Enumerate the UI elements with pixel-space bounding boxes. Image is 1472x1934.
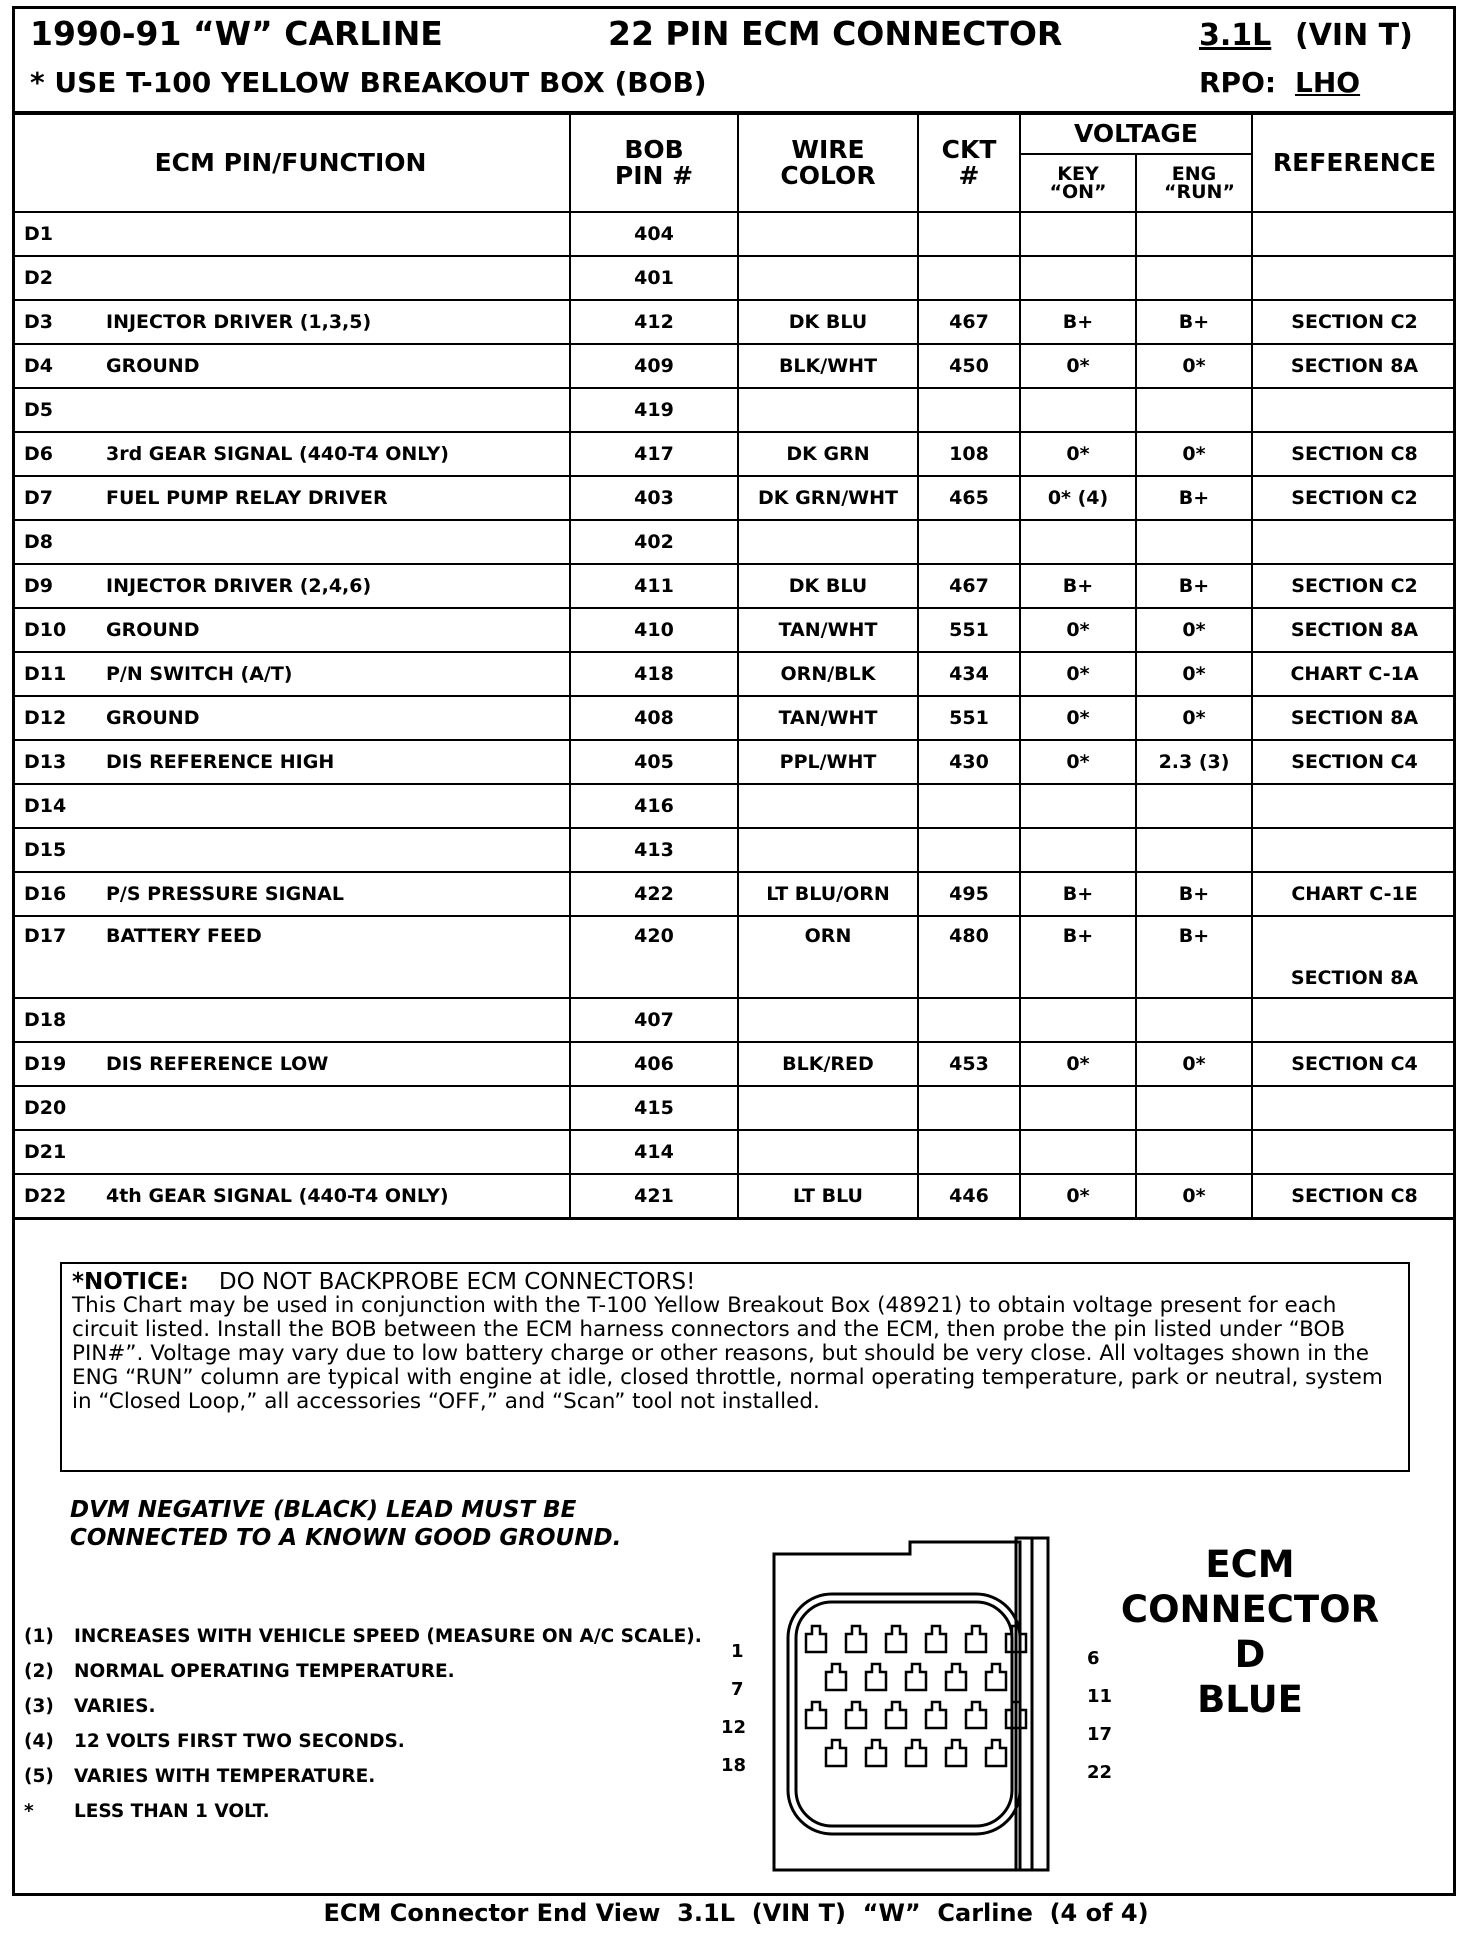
- cell-key-on: B+: [1020, 300, 1136, 344]
- cell-pin: D6: [24, 443, 53, 465]
- cell-key-on: [1020, 998, 1136, 1042]
- footnote-item: [24, 1661, 702, 1696]
- pin-label-6: 6: [1087, 1648, 1100, 1669]
- cell-eng-run: [1136, 784, 1252, 828]
- cell-wire-color: ORN: [738, 916, 918, 998]
- cell-pin: D3: [24, 311, 53, 333]
- cell-function: [12, 1086, 570, 1130]
- cell-reference: [1252, 520, 1456, 564]
- cell-pin: D1: [24, 223, 53, 245]
- cell-ckt: 430: [918, 740, 1020, 784]
- cell-eng-run: 0*: [1136, 344, 1252, 388]
- cell-key-on: B+: [1020, 872, 1136, 916]
- cell-key-on: [1020, 1086, 1136, 1130]
- cell-bob-pin: 418: [570, 652, 738, 696]
- cell-wire-color: [738, 256, 918, 300]
- cell-eng-run: 0*: [1136, 652, 1252, 696]
- cell-pin: D18: [24, 1009, 67, 1031]
- footnote-item: [24, 1626, 702, 1661]
- pin-label-1: 1: [731, 1641, 744, 1662]
- cell-eng-run: [1136, 998, 1252, 1042]
- cell-function: [12, 256, 570, 300]
- table-row: [12, 784, 1456, 828]
- cell-wire-color: LT BLU: [738, 1174, 918, 1219]
- footnote-key: (4): [24, 1731, 54, 1752]
- pin-label-12: 12: [721, 1717, 747, 1738]
- footnote-key: (3): [24, 1696, 54, 1717]
- cell-bob-pin: 419: [570, 388, 738, 432]
- cell-key-on: 0*: [1020, 696, 1136, 740]
- page-footer: ECM Connector End View 3.1L (VIN T) “W” Carline (4 of 4): [323, 1899, 1149, 1927]
- cell-key-on: 0* (4): [1020, 476, 1136, 520]
- cell-wire-color: DK GRN: [738, 432, 918, 476]
- cell-bob-pin: 408: [570, 696, 738, 740]
- cell-eng-run: [1136, 212, 1252, 256]
- cell-function-text: 3rd GEAR SIGNAL (440-T4 ONLY): [106, 443, 449, 465]
- table-row: [12, 256, 1456, 300]
- cell-function: [12, 476, 570, 520]
- cell-eng-run: B+: [1136, 564, 1252, 608]
- cell-eng-run: 0*: [1136, 432, 1252, 476]
- cell-function: [12, 388, 570, 432]
- pin-cavity: [826, 1740, 846, 1766]
- cell-function: [12, 652, 570, 696]
- table-row: [12, 432, 1456, 476]
- footnote-key: (2): [24, 1661, 54, 1682]
- cell-pin: D17: [24, 925, 67, 947]
- cell-bob-pin: 417: [570, 432, 738, 476]
- table-row: [12, 520, 1456, 564]
- cell-ckt: 480: [918, 916, 1020, 998]
- pin-cavity: [986, 1664, 1006, 1690]
- cell-eng-run: 0*: [1136, 696, 1252, 740]
- cell-ckt: 467: [918, 564, 1020, 608]
- pin-label-11: 11: [1087, 1686, 1113, 1707]
- connector-diagram: [760, 1530, 1080, 1880]
- cell-ckt: 551: [918, 608, 1020, 652]
- cell-pin: D21: [24, 1141, 67, 1163]
- cell-pin: D13: [24, 751, 67, 773]
- cell-ckt: 108: [918, 432, 1020, 476]
- table-row: [12, 300, 1456, 344]
- cell-key-on: [1020, 256, 1136, 300]
- cell-function-text: GROUND: [106, 619, 200, 641]
- cell-bob-pin: 413: [570, 828, 738, 872]
- pin-label-17: 17: [1087, 1724, 1113, 1745]
- footnote-key: *: [24, 1801, 34, 1822]
- cell-wire-color: [738, 1086, 918, 1130]
- cell-ckt: [918, 388, 1020, 432]
- cell-wire-color: [738, 998, 918, 1042]
- cell-eng-run: B+: [1136, 476, 1252, 520]
- cell-bob-pin: 416: [570, 784, 738, 828]
- cell-wire-color: [738, 212, 918, 256]
- cell-reference: [1252, 1130, 1456, 1174]
- cell-function: [12, 520, 570, 564]
- cell-key-on: 0*: [1020, 344, 1136, 388]
- cell-function: [12, 1042, 570, 1086]
- cell-reference: SECTION C2: [1252, 300, 1456, 344]
- cell-function-text: FUEL PUMP RELAY DRIVER: [106, 487, 388, 509]
- cell-wire-color: TAN/WHT: [738, 696, 918, 740]
- cell-pin: D7: [24, 487, 53, 509]
- cell-pin: D11: [24, 663, 67, 685]
- notice-body: This Chart may be used in conjunction with the T-100 Yellow Breakout Box (48921) to obtain voltage present for each circuit listed. Install the BOB between the ECM harness connectors and the ECM, then probe the pin listed under “BOB PIN#”. Voltage may vary due to low battery charge or other reasons, but should be very close. All voltages shown in the ENG “RUN” column are typical with engine at idle, closed throttle, normal operating temperature, park or neutral, system in “Closed Loop,” all accessories “OFF,” and “Scan” tool not installed.: [72, 1293, 1383, 1414]
- cell-pin: D14: [24, 795, 67, 817]
- cell-function: [12, 564, 570, 608]
- cell-function-text: GROUND: [106, 707, 200, 729]
- cell-ckt: [918, 828, 1020, 872]
- cell-reference: CHART C-1A: [1252, 652, 1456, 696]
- pin-cavity: [886, 1702, 906, 1728]
- cell-pin: D20: [24, 1097, 67, 1119]
- footnote-key: (1): [24, 1626, 54, 1647]
- header-subtitle: * USE T-100 YELLOW BREAKOUT BOX (BOB): [30, 66, 707, 99]
- table-row: [12, 388, 1456, 432]
- pin-label-22: 22: [1087, 1762, 1113, 1783]
- cell-eng-run: [1136, 828, 1252, 872]
- cell-function: [12, 1130, 570, 1174]
- connector-face-inner: [796, 1602, 1012, 1826]
- cell-reference: [1252, 998, 1456, 1042]
- table-row: [12, 212, 1456, 256]
- pin-label-7: 7: [731, 1679, 744, 1700]
- cell-bob-pin: 421: [570, 1174, 738, 1219]
- cell-key-on: 0*: [1020, 1042, 1136, 1086]
- table-row: [12, 740, 1456, 784]
- header-rpo-label: RPO:: [1199, 66, 1277, 99]
- col-header-key-on: KEY “ON”: [1020, 154, 1136, 212]
- cell-wire-color: PPL/WHT: [738, 740, 918, 784]
- notice-warning: DO NOT BACKPROBE ECM CONNECTORS!: [218, 1269, 696, 1295]
- cell-reference: [1252, 256, 1456, 300]
- col-header-eng-run: ENG “RUN”: [1136, 154, 1252, 212]
- cell-function: [12, 784, 570, 828]
- pin-cavity: [826, 1664, 846, 1690]
- cell-pin: D22: [24, 1185, 67, 1207]
- cell-function: [12, 998, 570, 1042]
- table-row: [12, 608, 1456, 652]
- footnotes-list: [24, 1626, 702, 1836]
- page-header: [12, 6, 1456, 114]
- footnote-key: (5): [24, 1766, 54, 1787]
- header-rpo-value: LHO: [1295, 66, 1361, 99]
- table-row: [12, 696, 1456, 740]
- pin-cavity: [926, 1702, 946, 1728]
- header-title-left: 1990-91 “W” CARLINE: [30, 14, 443, 53]
- dvm-line-2: CONNECTED TO A KNOWN GOOD GROUND.: [70, 1525, 622, 1551]
- cell-wire-color: [738, 784, 918, 828]
- cell-eng-run: [1136, 388, 1252, 432]
- cell-function: [12, 1174, 570, 1219]
- footnote-item: [24, 1696, 702, 1731]
- cell-reference: [1252, 1086, 1456, 1130]
- pin-cavity: [846, 1626, 866, 1652]
- pin-cavity: [946, 1740, 966, 1766]
- pin-cavity: [966, 1702, 986, 1728]
- cell-reference: SECTION 8A: [1252, 344, 1456, 388]
- cell-wire-color: [738, 520, 918, 564]
- cell-bob-pin: 405: [570, 740, 738, 784]
- cell-bob-pin: 401: [570, 256, 738, 300]
- cell-function: [12, 212, 570, 256]
- cell-reference: [1252, 212, 1456, 256]
- cell-wire-color: TAN/WHT: [738, 608, 918, 652]
- pin-cavity: [966, 1626, 986, 1652]
- pin-cavity: [986, 1740, 1006, 1766]
- cell-pin: D8: [24, 531, 53, 553]
- table-row: [12, 476, 1456, 520]
- table-row: [12, 1130, 1456, 1174]
- col-header-ckt: CKT #: [918, 114, 1020, 212]
- cell-bob-pin: 402: [570, 520, 738, 564]
- cell-wire-color: LT BLU/ORN: [738, 872, 918, 916]
- cell-reference: SECTION 8A: [1252, 608, 1456, 652]
- notice-box: [60, 1262, 1410, 1472]
- cell-key-on: B+: [1020, 564, 1136, 608]
- cell-function: [12, 344, 570, 388]
- cell-reference: SECTION C8: [1252, 1174, 1456, 1219]
- cell-bob-pin: 409: [570, 344, 738, 388]
- cell-reference: [1252, 828, 1456, 872]
- cell-ckt: [918, 784, 1020, 828]
- cell-pin: D10: [24, 619, 67, 641]
- cell-function-text: P/S PRESSURE SIGNAL: [106, 883, 344, 905]
- footnote-text: VARIES WITH TEMPERATURE.: [74, 1766, 376, 1787]
- cell-ckt: [918, 998, 1020, 1042]
- cell-ckt: 465: [918, 476, 1020, 520]
- cell-ckt: [918, 1130, 1020, 1174]
- cell-function: [12, 432, 570, 476]
- cell-eng-run: B+: [1136, 916, 1252, 998]
- cell-function-text: 4th GEAR SIGNAL (440-T4 ONLY): [106, 1185, 449, 1207]
- cell-key-on: 0*: [1020, 608, 1136, 652]
- cell-key-on: [1020, 212, 1136, 256]
- cell-key-on: 0*: [1020, 652, 1136, 696]
- cell-function: [12, 696, 570, 740]
- footnote-item: [24, 1731, 702, 1766]
- cell-key-on: 0*: [1020, 432, 1136, 476]
- ecm-pin-table: [12, 113, 1456, 1220]
- cell-key-on: 0*: [1020, 740, 1136, 784]
- cell-function: [12, 608, 570, 652]
- cell-reference: SECTION C2: [1252, 476, 1456, 520]
- table-row: [12, 652, 1456, 696]
- table-row: [12, 564, 1456, 608]
- cell-bob-pin: 406: [570, 1042, 738, 1086]
- cell-eng-run: [1136, 256, 1252, 300]
- connector-side-rail-2: [1032, 1538, 1048, 1870]
- table-row: [12, 872, 1456, 916]
- dvm-instruction: [70, 1496, 621, 1552]
- header-engine: 3.1L: [1199, 18, 1272, 53]
- cell-key-on: [1020, 828, 1136, 872]
- pin-cavity: [806, 1702, 826, 1728]
- cell-ckt: [918, 520, 1020, 564]
- cell-bob-pin: 410: [570, 608, 738, 652]
- col-header-bob-pin: BOB PIN #: [570, 114, 738, 212]
- cell-reference: [1252, 388, 1456, 432]
- footnote-text: VARIES.: [74, 1696, 156, 1717]
- cell-ckt: 495: [918, 872, 1020, 916]
- cell-ckt: [918, 256, 1020, 300]
- cell-wire-color: [738, 828, 918, 872]
- cell-key-on: [1020, 784, 1136, 828]
- header-vin: (VIN T): [1295, 18, 1413, 53]
- cell-ckt: 434: [918, 652, 1020, 696]
- cell-bob-pin: 407: [570, 998, 738, 1042]
- cell-eng-run: 0*: [1136, 608, 1252, 652]
- cell-eng-run: 0*: [1136, 1042, 1252, 1086]
- cell-eng-run: 0*: [1136, 1174, 1252, 1219]
- cell-reference: SECTION C4: [1252, 740, 1456, 784]
- cell-ckt: 453: [918, 1042, 1020, 1086]
- cell-function: [12, 916, 570, 998]
- cell-ckt: 450: [918, 344, 1020, 388]
- connector-title: [1120, 1542, 1380, 1722]
- footnote-item: [24, 1766, 702, 1801]
- cell-pin: D5: [24, 399, 53, 421]
- cell-wire-color: DK GRN/WHT: [738, 476, 918, 520]
- cell-key-on: [1020, 1130, 1136, 1174]
- cell-ckt: 551: [918, 696, 1020, 740]
- pin-cavity: [886, 1626, 906, 1652]
- pin-cavity: [946, 1664, 966, 1690]
- cell-wire-color: ORN/BLK: [738, 652, 918, 696]
- cell-reference: [1252, 784, 1456, 828]
- cell-ckt: [918, 1086, 1020, 1130]
- table-row: [12, 1174, 1456, 1219]
- notice-title: *NOTICE: DO NOT BACKPROBE ECM CONNECTORS!: [72, 1269, 696, 1295]
- cell-wire-color: BLK/WHT: [738, 344, 918, 388]
- cell-bob-pin: 412: [570, 300, 738, 344]
- cell-wire-color: DK BLU: [738, 300, 918, 344]
- cell-key-on: B+: [1020, 916, 1136, 998]
- cell-pin: D12: [24, 707, 67, 729]
- cell-function-text: DIS REFERENCE LOW: [106, 1053, 329, 1075]
- cell-reference: CHART C-1E: [1252, 872, 1456, 916]
- cell-wire-color: [738, 1130, 918, 1174]
- cell-key-on: [1020, 388, 1136, 432]
- cell-bob-pin: 403: [570, 476, 738, 520]
- cell-eng-run: 2.3 (3): [1136, 740, 1252, 784]
- cell-function: [12, 300, 570, 344]
- cell-ckt: [918, 212, 1020, 256]
- cell-pin: D9: [24, 575, 53, 597]
- cell-function-text: DIS REFERENCE HIGH: [106, 751, 335, 773]
- pin-cavity: [846, 1702, 866, 1728]
- cell-wire-color: DK BLU: [738, 564, 918, 608]
- cell-bob-pin: 415: [570, 1086, 738, 1130]
- cell-key-on: 0*: [1020, 1174, 1136, 1219]
- cell-reference: SECTION C4: [1252, 1042, 1456, 1086]
- cell-pin: D16: [24, 883, 67, 905]
- cell-ckt: 446: [918, 1174, 1020, 1219]
- cell-eng-run: B+: [1136, 300, 1252, 344]
- header-title-center: 22 PIN ECM CONNECTOR: [608, 14, 1063, 53]
- cell-wire-color: [738, 388, 918, 432]
- cell-function-text: BATTERY FEED: [106, 925, 262, 947]
- cell-reference: SECTION 8A: [1252, 916, 1456, 998]
- col-header-function: ECM PIN/FUNCTION: [12, 114, 570, 212]
- table-row: [12, 1042, 1456, 1086]
- footnote-text: 12 VOLTS FIRST TWO SECONDS.: [74, 1731, 405, 1752]
- cell-pin: D4: [24, 355, 53, 377]
- table-row: [12, 998, 1456, 1042]
- cell-function: [12, 828, 570, 872]
- cell-function-text: INJECTOR DRIVER (1,3,5): [106, 311, 372, 333]
- cell-function: [12, 872, 570, 916]
- cell-reference: SECTION C2: [1252, 564, 1456, 608]
- connector-title-line-1: ECM: [1205, 1543, 1295, 1586]
- col-header-reference: REFERENCE: [1252, 114, 1456, 212]
- dvm-line-1: DVM NEGATIVE (BLACK) LEAD MUST BE: [70, 1497, 577, 1523]
- footnote-text: NORMAL OPERATING TEMPERATURE.: [74, 1661, 455, 1682]
- table-row: [12, 1086, 1456, 1130]
- pin-cavity: [906, 1740, 926, 1766]
- connector-side-rail: [1016, 1538, 1032, 1870]
- cell-reference: SECTION C8: [1252, 432, 1456, 476]
- cell-function: [12, 740, 570, 784]
- cell-pin: D2: [24, 267, 53, 289]
- cell-eng-run: [1136, 1086, 1252, 1130]
- cell-bob-pin: 414: [570, 1130, 738, 1174]
- cell-bob-pin: 411: [570, 564, 738, 608]
- pin-label-18: 18: [721, 1755, 747, 1776]
- col-header-voltage: VOLTAGE: [1020, 114, 1252, 154]
- cell-bob-pin: 404: [570, 212, 738, 256]
- cell-ckt: 467: [918, 300, 1020, 344]
- table-row: [12, 916, 1456, 998]
- footnote-item: [24, 1801, 702, 1836]
- pin-cavity: [806, 1626, 826, 1652]
- cell-eng-run: B+: [1136, 872, 1252, 916]
- connector-title-line-2: CONNECTOR D: [1120, 1588, 1380, 1676]
- table-row: [12, 344, 1456, 388]
- footnote-text: INCREASES WITH VEHICLE SPEED (MEASURE ON A/C SCALE).: [74, 1626, 702, 1647]
- connector-title-line-3: BLUE: [1197, 1678, 1303, 1721]
- cell-wire-color: BLK/RED: [738, 1042, 918, 1086]
- cell-function-text: P/N SWITCH (A/T): [106, 663, 293, 685]
- cell-reference: SECTION 8A: [1252, 696, 1456, 740]
- cell-bob-pin: 422: [570, 872, 738, 916]
- cell-eng-run: [1136, 1130, 1252, 1174]
- pin-cavity: [866, 1664, 886, 1690]
- cell-key-on: [1020, 520, 1136, 564]
- table-row: [12, 828, 1456, 872]
- footnote-text: LESS THAN 1 VOLT.: [74, 1801, 270, 1822]
- cell-function-text: GROUND: [106, 355, 200, 377]
- cell-bob-pin: 420: [570, 916, 738, 998]
- cell-pin: D19: [24, 1053, 67, 1075]
- col-header-wire-color: WIRE COLOR: [738, 114, 918, 212]
- pin-cavity: [926, 1626, 946, 1652]
- pin-cavity: [906, 1664, 926, 1690]
- cell-eng-run: [1136, 520, 1252, 564]
- pin-cavity: [866, 1740, 886, 1766]
- cell-function-text: INJECTOR DRIVER (2,4,6): [106, 575, 372, 597]
- cell-pin: D15: [24, 839, 67, 861]
